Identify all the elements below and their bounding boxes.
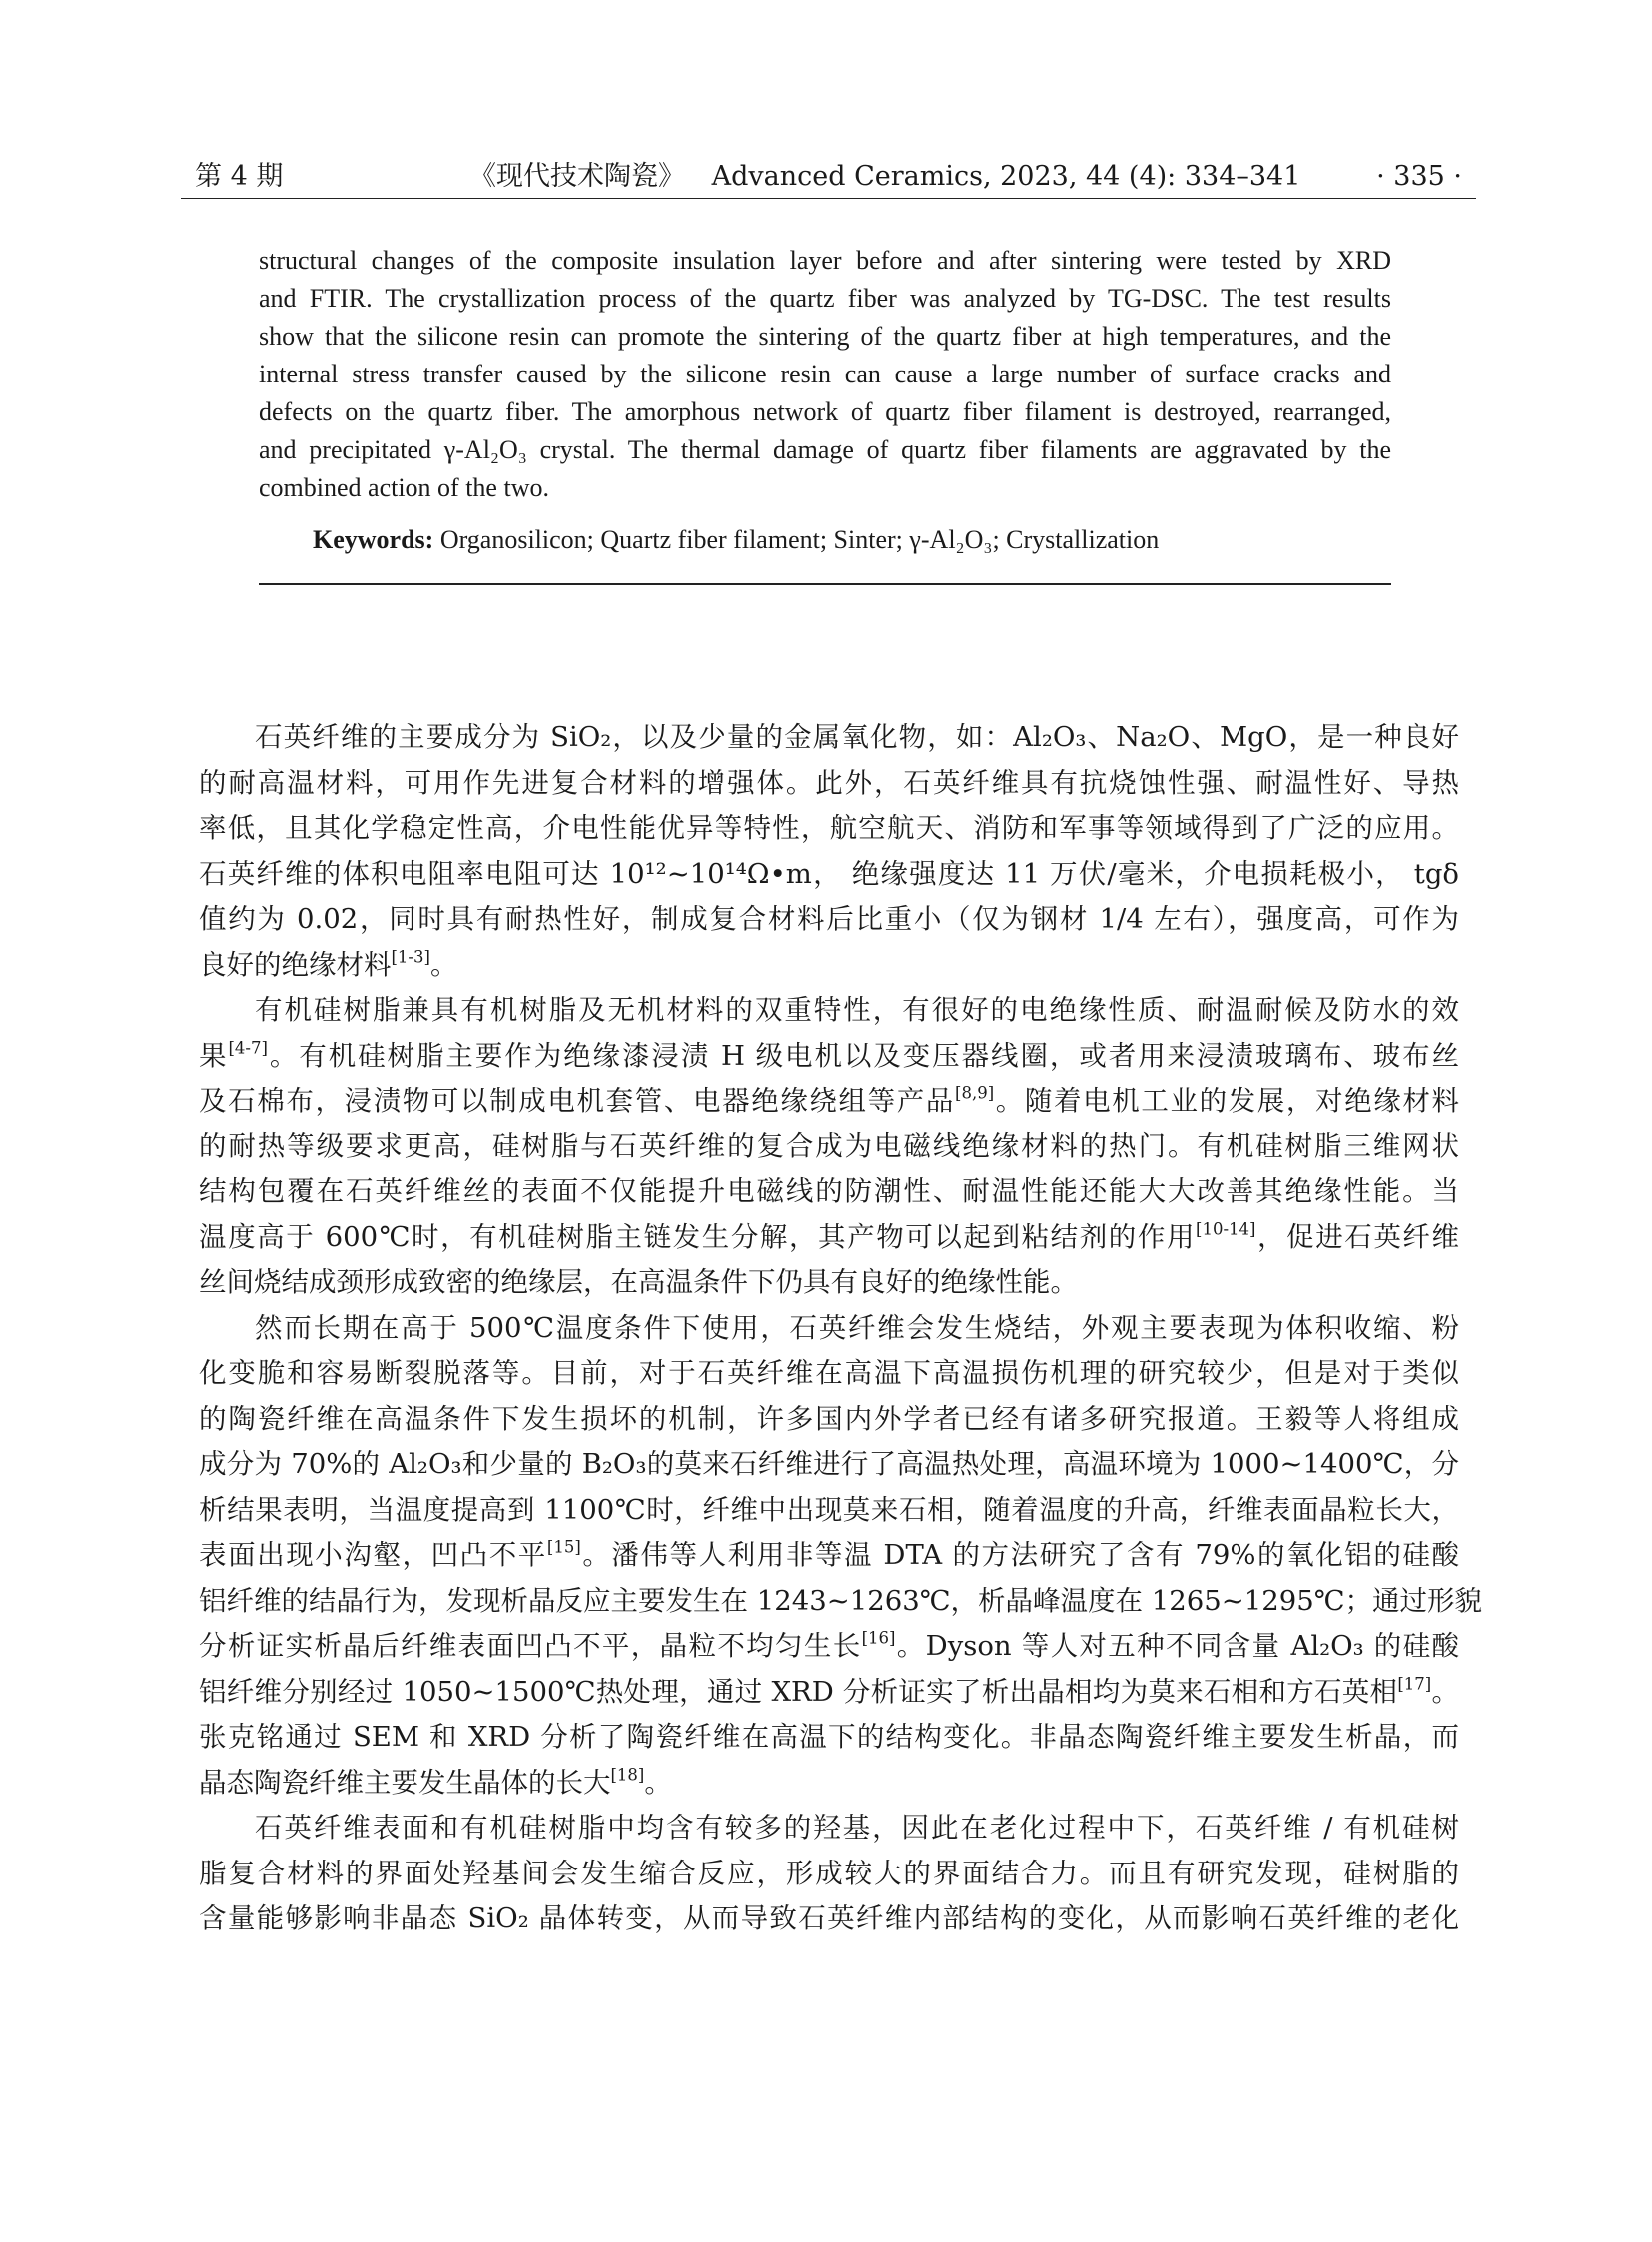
journal-name: 《现代技术陶瓷》 bbox=[469, 161, 685, 192]
text-line: 丝间烧结成颈形成致密的绝缘层，在高温条件下仍具有良好的绝缘性能。 bbox=[199, 1266, 1078, 1298]
text-line: 表面出现小沟壑，凹凸不平[15]。潘伟等人利用非等温 DTA 的方法研究了含有 79%的氧化铝的硅酸 bbox=[199, 1537, 1460, 1571]
text-line: 含量能够影响非晶态 SiO₂ 晶体转变，从而导致石英纤维内部结构的变化，从而影响石英纤维的老化 bbox=[199, 1902, 1459, 1934]
text-line: 率低，且其化学稳定性高，介电性能优异等特性，航空航天、消防和军事等领域得到了广泛的应用。 bbox=[199, 812, 1459, 844]
keywords bbox=[313, 521, 1391, 559]
abstract-line: internal stress transfer caused by the silicone resin can cause a large number of surface cracks and bbox=[259, 360, 1391, 388]
text-line: 结构包覆在石英纤维丝的表面不仅能提升电磁线的防潮性、耐温性能还能大大改善其绝缘性能。当 bbox=[199, 1175, 1459, 1207]
citation-marker: [18] bbox=[610, 1764, 645, 1784]
text-line: 化变脆和容易断裂脱落等。目前，对于石英纤维在高温下高温损伤机理的研究较少，但是对于类似 bbox=[199, 1357, 1459, 1389]
section-rule bbox=[259, 583, 1391, 585]
text-line: 张克铭通过 SEM 和 XRD 分析了陶瓷纤维在高温下的结构变化。非晶态陶瓷纤维主要发生析晶，而 bbox=[199, 1721, 1459, 1753]
abstract-line: show that the silicone resin can promote the sintering of the quartz fiber at high temperatures, and the bbox=[259, 322, 1391, 351]
running-header bbox=[181, 158, 1476, 196]
text-line: 石英纤维的体积电阻率电阻可达 10¹²~10¹⁴Ω•m， 绝缘强度达 11 万伏/毫米，介电损耗极小， tgδ bbox=[199, 857, 1459, 890]
body-text bbox=[199, 715, 1483, 1942]
citation-marker: [16] bbox=[861, 1628, 896, 1648]
citation-marker: [10-14] bbox=[1196, 1218, 1256, 1238]
text-line: 铝纤维的结晶行为，发现析晶反应主要发生在 1243~1263℃，析晶峰温度在 1265~1295℃；通过形貌 bbox=[199, 1584, 1483, 1617]
text-line: 晶态陶瓷纤维主要发生晶体的长大[18]。 bbox=[199, 1764, 672, 1799]
paragraph-2 bbox=[199, 988, 1459, 1306]
journal-citation bbox=[469, 158, 1300, 196]
text-line: 有机硅树脂兼具有机树脂及无机材料的双重特性，有很好的电绝缘性质、耐温耐候及防水的效 bbox=[255, 994, 1459, 1026]
text-line: 成分为 70%的 Al₂O₃和少量的 B₂O₃的莫来石纤维进行了高温热处理，高温环境为 1000~1400℃，分 bbox=[199, 1448, 1459, 1480]
header-rule bbox=[181, 198, 1476, 199]
text-line: 铝纤维分别经过 1050~1500℃热处理，通过 XRD 分析证实了析出晶相均为莫来石相和方石英相[17]。 bbox=[199, 1673, 1459, 1708]
paragraph-4 bbox=[199, 1806, 1459, 1942]
keywords-list: Organosilicon; Quartz fiber filament; Sinter; γ-Al₂O₃; Crystallization bbox=[439, 525, 1160, 554]
text-line: 脂复合材料的界面处羟基间会发生缩合反应，形成较大的界面结合力。而且有研究发现，硅树脂的 bbox=[199, 1857, 1459, 1889]
text-line: 温度高于 600℃时，有机硅树脂主链发生分解，其产物可以起到粘结剂的作用[10-14]，促进石英纤维 bbox=[199, 1218, 1460, 1253]
citation-marker: [4-7] bbox=[228, 1037, 268, 1057]
text-line: 的陶瓷纤维在高温条件下发生损坏的机制，许多国内外学者已经有诸多研究报道。王毅等人将组成 bbox=[199, 1402, 1459, 1435]
abstract-text bbox=[259, 242, 1391, 507]
paragraph-1 bbox=[199, 715, 1459, 988]
text-line: 石英纤维表面和有机硅树脂中均含有较多的羟基，因此在老化过程中下，石英纤维 / 有机硅树 bbox=[255, 1812, 1459, 1844]
issue-number: 第 4 期 bbox=[195, 161, 284, 192]
abstract-line: defects on the quartz fiber. The amorphous network of quartz fiber filament is destroyed, rearranged, bbox=[259, 397, 1391, 426]
citation-marker: [8,9] bbox=[955, 1083, 995, 1103]
keywords-label: Keywords: bbox=[313, 525, 434, 554]
text-line: 果[4-7]。有机硅树脂主要作为绝缘漆浸渍 H 级电机以及变压器线圈，或者用来浸渍玻璃布、玻布丝 bbox=[199, 1037, 1459, 1072]
text-line: 析结果表明，当温度提高到 1100℃时，纤维中出现莫来石相，随着温度的升高，纤维表面晶粒长大， bbox=[199, 1493, 1459, 1526]
text-line: 的耐热等级要求更高，硅树脂与石英纤维的复合成为电磁线绝缘材料的热门。有机硅树脂三维网状 bbox=[199, 1129, 1459, 1162]
text-line: 石英纤维的主要成分为 SiO₂，以及少量的金属氧化物，如：Al₂O₃、Na₂O、MgO，是一种良好 bbox=[255, 721, 1459, 753]
text-line: 然而长期在高于 500℃温度条件下使用，石英纤维会发生烧结，外观主要表现为体积收缩、粉 bbox=[255, 1311, 1459, 1344]
page-number: · 335 · bbox=[1376, 161, 1462, 192]
citation-marker: [1-3] bbox=[391, 946, 430, 966]
text-line: 值约为 0.02，同时具有耐热性好，制成复合材料后比重小（仅为钢材 1/4 左右），强度高，可作为 bbox=[199, 903, 1459, 935]
text-line: 分析证实析晶后纤维表面凹凸不平，晶粒不均匀生长[16]。Dyson 等人对五种不同含量 Al₂O₃ 的硅酸 bbox=[199, 1628, 1460, 1662]
abstract-line: structural changes of the composite insulation layer before and after sintering were tested by XRD bbox=[259, 246, 1391, 275]
abstract-line: combined action of the two. bbox=[259, 473, 549, 502]
abstract-line: and FTIR. The crystallization process of the quartz fiber was analyzed by TG-DSC. The test results bbox=[259, 284, 1391, 313]
citation-marker: [15] bbox=[546, 1537, 581, 1557]
citation-marker: [17] bbox=[1397, 1673, 1432, 1693]
abstract-line: and precipitated γ-Al₂O₃ crystal. The thermal damage of quartz fiber filaments are aggravated by the bbox=[259, 435, 1391, 464]
text-line: 及石棉布，浸渍物可以制成电机套管、电器绝缘绕组等产品[8,9]。随着电机工业的发展，对绝缘材料 bbox=[199, 1083, 1459, 1117]
text-line: 良好的绝缘材料[1-3]。 bbox=[199, 946, 458, 981]
text-line: 的耐高温材料，可用作先进复合材料的增强体。此外，石英纤维具有抗烧蚀性强、耐温性好、导热 bbox=[199, 766, 1459, 799]
citation: Advanced Ceramics, 2023, 44 (4): 334–341 bbox=[711, 161, 1301, 192]
paragraph-3 bbox=[199, 1306, 1483, 1807]
